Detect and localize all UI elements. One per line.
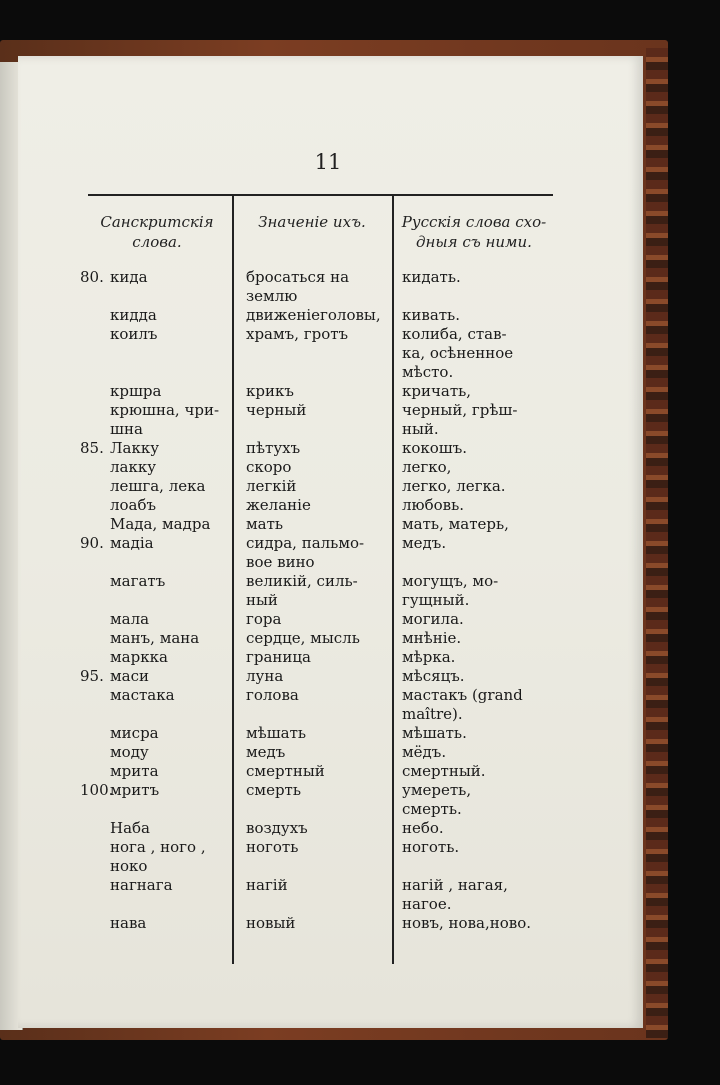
table-row — [18, 667, 643, 686]
sanskrit-word-line: мастака — [110, 686, 175, 704]
meaning-text-line: сердце, мысль — [246, 629, 360, 647]
meaning-text — [246, 610, 388, 629]
meaning-text — [246, 477, 388, 496]
sanskrit-word-line: кида — [110, 268, 148, 286]
meaning-text — [246, 876, 388, 895]
meaning-text — [246, 496, 388, 515]
meaning-text — [246, 819, 388, 838]
table-row — [18, 629, 643, 648]
meaning-text-line: граница — [246, 648, 311, 666]
sanskrit-word — [110, 496, 234, 515]
entry-number: 95. — [80, 667, 104, 685]
meaning-text — [246, 439, 388, 458]
russian-word — [402, 477, 556, 496]
russian-word-line: кокошъ. — [402, 439, 468, 457]
meaning-text-line: движеніеголовы, — [246, 306, 381, 324]
russian-word-line: новъ, нова,ново. — [402, 914, 532, 932]
meaning-text — [246, 914, 388, 933]
header-line: Санскритскія — [100, 213, 214, 231]
sanskrit-word — [110, 667, 234, 686]
meaning-text — [246, 401, 388, 420]
russian-word — [402, 629, 556, 648]
table-row — [18, 534, 643, 572]
table-row — [18, 382, 643, 401]
russian-word — [402, 268, 556, 287]
meaning-text-line: храмъ, гротъ — [246, 325, 349, 343]
meaning-text — [246, 382, 388, 401]
entry-number: 85. — [80, 439, 104, 457]
meaning-text-line: ноготь — [246, 838, 299, 856]
meaning-text-line: мать — [246, 515, 284, 533]
table-row — [18, 762, 643, 781]
meaning-text — [246, 515, 388, 534]
sanskrit-word-line: магатъ — [110, 572, 166, 590]
russian-word-line: мѣрка. — [402, 648, 456, 666]
sanskrit-word — [110, 477, 234, 496]
header-line: слова. — [132, 233, 182, 251]
sanskrit-word — [110, 325, 234, 344]
sanskrit-word — [110, 648, 234, 667]
meaning-text — [246, 667, 388, 686]
russian-word-line: легко, легка. — [402, 477, 506, 495]
sanskrit-word-line: нагнага — [110, 876, 173, 894]
russian-word-line: кивать. — [402, 306, 460, 324]
russian-word — [402, 439, 556, 458]
russian-word-line: ный. — [402, 420, 439, 438]
meaning-text — [246, 268, 388, 306]
entry-number: 100. — [80, 781, 114, 799]
sanskrit-word-line: мрита — [110, 762, 159, 780]
table-row — [18, 838, 643, 876]
meaning-text-line: желаніе — [246, 496, 311, 514]
sanskrit-word-line: мадіа — [110, 534, 154, 552]
table-row — [18, 477, 643, 496]
page-number: 11 — [314, 150, 342, 174]
russian-word-line: нагое. — [402, 895, 452, 913]
russian-word-line: мѣсяцъ. — [402, 667, 465, 685]
table-row — [18, 268, 643, 306]
russian-word — [402, 819, 556, 838]
russian-word-line: гущный. — [402, 591, 470, 609]
meaning-text-line: крикъ — [246, 382, 294, 400]
meaning-text — [246, 648, 388, 667]
page — [18, 56, 643, 1028]
russian-word-line: колиба, став- — [402, 325, 507, 343]
russian-word — [402, 762, 556, 781]
sanskrit-word-line: моду — [110, 743, 149, 761]
meaning-text-line: землю — [246, 287, 298, 305]
russian-word-line: умереть, — [402, 781, 472, 799]
russian-word — [402, 838, 556, 857]
meaning-text — [246, 458, 388, 477]
russian-word — [402, 610, 556, 629]
meaning-text-line: смертный — [246, 762, 325, 780]
russian-word — [402, 686, 556, 724]
column-header-russian — [396, 212, 552, 252]
sanskrit-word-line: кидда — [110, 306, 157, 324]
table-row — [18, 724, 643, 743]
header-line: Русскія слова схо- — [401, 213, 547, 231]
sanskrit-word-line: кршра — [110, 382, 162, 400]
table-row — [18, 819, 643, 838]
russian-word-line: медъ. — [402, 534, 447, 552]
meaning-text-line: новый — [246, 914, 296, 932]
sanskrit-word — [110, 401, 234, 439]
sanskrit-word-line: мала — [110, 610, 150, 628]
russian-word-line: мнѣніе. — [402, 629, 462, 647]
table-row — [18, 439, 643, 458]
meaning-text-line: черный — [246, 401, 307, 419]
meaning-text-line: легкій — [246, 477, 297, 495]
russian-word — [402, 401, 556, 439]
column-header-meaning — [236, 212, 388, 232]
sanskrit-word-line: лоабъ — [110, 496, 157, 514]
table-row — [18, 325, 643, 382]
russian-word — [402, 325, 556, 382]
meaning-text-line: медъ — [246, 743, 286, 761]
russian-word — [402, 724, 556, 743]
table-row — [18, 610, 643, 629]
sanskrit-word-line: манъ, мана — [110, 629, 200, 647]
table-row — [18, 781, 643, 819]
table-row — [18, 914, 643, 933]
table-row — [18, 458, 643, 477]
russian-word-line: смертный. — [402, 762, 486, 780]
sanskrit-word — [110, 781, 234, 800]
meaning-text — [246, 534, 388, 572]
header-rule — [88, 194, 553, 196]
russian-word-line: черный, грѣш- — [402, 401, 518, 419]
table-row — [18, 686, 643, 724]
russian-word — [402, 458, 556, 477]
russian-word — [402, 515, 556, 534]
sanskrit-word — [110, 743, 234, 762]
sanskrit-word-line: лешга, лека — [110, 477, 206, 495]
russian-word — [402, 876, 556, 914]
meaning-text-line: вое вино — [246, 553, 315, 571]
sanskrit-word — [110, 629, 234, 648]
sanskrit-word-line: маси — [110, 667, 150, 685]
russian-word-line: мёдъ. — [402, 743, 447, 761]
sanskrit-word — [110, 724, 234, 743]
meaning-text — [246, 724, 388, 743]
table-row — [18, 401, 643, 439]
meaning-text-line: гора — [246, 610, 282, 628]
russian-word-line: мать, матерь, — [402, 515, 509, 533]
sanskrit-word — [110, 686, 234, 705]
table-row — [18, 306, 643, 325]
russian-word — [402, 572, 556, 610]
meaning-text — [246, 838, 388, 857]
sanskrit-word-line: крюшна, чри- — [110, 401, 220, 419]
russian-word-line: могила. — [402, 610, 464, 628]
table-row — [18, 572, 643, 610]
sanskrit-word-line: Лакку — [110, 439, 160, 457]
sanskrit-word — [110, 914, 234, 933]
russian-word-line: мѣшать. — [402, 724, 467, 742]
meaning-text — [246, 762, 388, 781]
sanskrit-word — [110, 610, 234, 629]
russian-word-line: ноготь. — [402, 838, 460, 856]
sanskrit-word — [110, 876, 234, 895]
table-row — [18, 496, 643, 515]
russian-word-line: могущъ, мо- — [402, 572, 499, 590]
meaning-text-line: нагій — [246, 876, 288, 894]
russian-word-line: кричать, — [402, 382, 472, 400]
sanskrit-word-line: мритъ — [110, 781, 160, 799]
sanskrit-word — [110, 439, 234, 458]
meaning-text — [246, 781, 388, 800]
book-cover-edge — [646, 48, 668, 1038]
russian-word — [402, 667, 556, 686]
meaning-text-line: мѣшать — [246, 724, 307, 742]
entry-number: 80. — [80, 268, 104, 286]
meaning-text-line: великій, силь- — [246, 572, 358, 590]
meaning-text-line: сидра, пальмо- — [246, 534, 365, 552]
russian-word-line: смерть. — [402, 800, 462, 818]
table-row — [18, 876, 643, 914]
header-line: дныя съ ними. — [416, 233, 532, 251]
russian-word — [402, 534, 556, 553]
entry-number: 90. — [80, 534, 104, 552]
sanskrit-word — [110, 382, 234, 401]
meaning-text — [246, 325, 388, 344]
meaning-text — [246, 686, 388, 705]
russian-word-line: нагій , нагая, — [402, 876, 508, 894]
meaning-text-line: луна — [246, 667, 284, 685]
sanskrit-word-line: маркка — [110, 648, 168, 666]
meaning-text — [246, 629, 388, 648]
table-row — [18, 743, 643, 762]
russian-word — [402, 781, 556, 819]
sanskrit-word — [110, 819, 234, 838]
table-row — [18, 515, 643, 534]
sanskrit-word-line: Наба — [110, 819, 150, 837]
meaning-text-line: пѣтухъ — [246, 439, 301, 457]
meaning-text-line: смерть — [246, 781, 302, 799]
sanskrit-word — [110, 534, 234, 553]
sanskrit-word — [110, 306, 234, 325]
russian-word — [402, 914, 556, 933]
table-row — [18, 648, 643, 667]
meaning-text-line: бросаться на — [246, 268, 350, 286]
sanskrit-word-line: Мада, мадра — [110, 515, 211, 533]
russian-word — [402, 648, 556, 667]
russian-word-line: кидать. — [402, 268, 461, 286]
meaning-text — [246, 743, 388, 762]
sanskrit-word — [110, 762, 234, 781]
russian-word-line: maître). — [402, 705, 463, 723]
sanskrit-word-line: мисра — [110, 724, 159, 742]
sanskrit-word — [110, 515, 234, 534]
sanskrit-word-line: лакку — [110, 458, 157, 476]
russian-word — [402, 382, 556, 401]
header-line: Значеніе ихъ. — [258, 213, 366, 231]
meaning-text-line: ный — [246, 591, 278, 609]
meaning-text — [246, 572, 388, 610]
meaning-text-line: воздухъ — [246, 819, 308, 837]
sanskrit-word — [110, 838, 234, 876]
meaning-text-line: голова — [246, 686, 299, 704]
russian-word — [402, 306, 556, 325]
meaning-text — [246, 306, 388, 325]
russian-word-line: мѣсто. — [402, 363, 454, 381]
meaning-text-line: скоро — [246, 458, 292, 476]
sanskrit-word-line: коилъ — [110, 325, 158, 343]
russian-word-line: любовь. — [402, 496, 465, 514]
russian-word-line: легко, — [402, 458, 452, 476]
russian-word — [402, 496, 556, 515]
sanskrit-word — [110, 572, 234, 591]
column-header-sanskrit — [84, 212, 230, 252]
russian-word-line: небо. — [402, 819, 444, 837]
russian-word — [402, 743, 556, 762]
sanskrit-word-line: нога , ного , — [110, 838, 206, 856]
russian-word-line: ка, осѣненное — [402, 344, 514, 362]
sanskrit-word — [110, 268, 234, 287]
sanskrit-word-line: шна — [110, 420, 143, 438]
sanskrit-word — [110, 458, 234, 477]
sanskrit-word-line: нава — [110, 914, 147, 932]
russian-word-line: мастакъ (grand — [402, 686, 523, 704]
sanskrit-word-line: ноко — [110, 857, 148, 875]
